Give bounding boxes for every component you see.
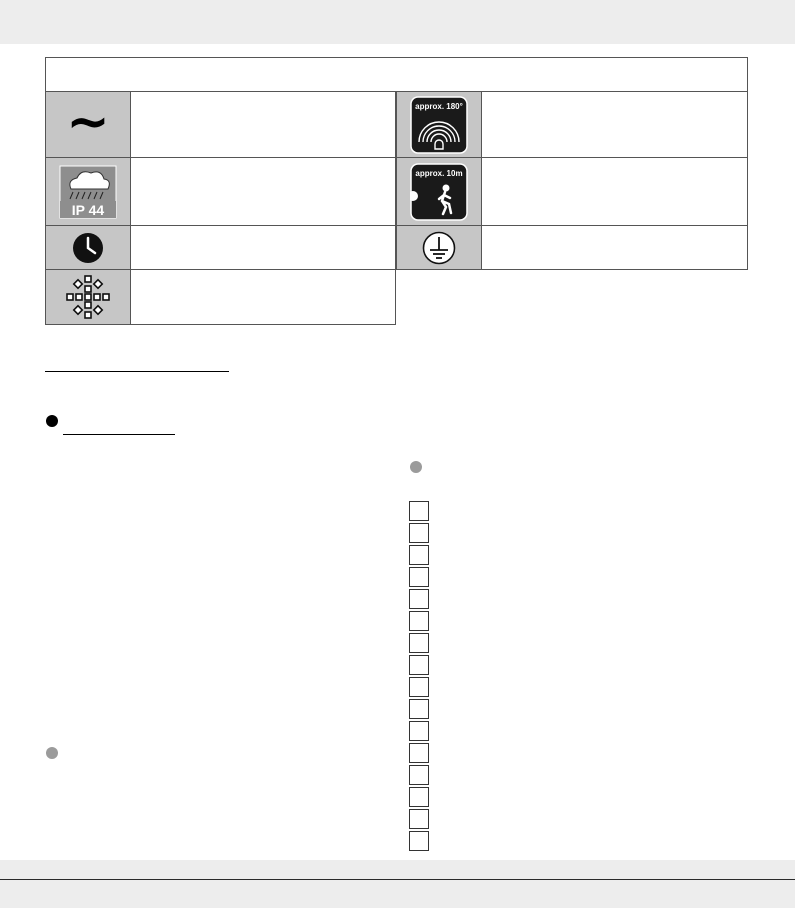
symbol-cell-angle xyxy=(396,91,482,158)
symbol-desc-earth xyxy=(481,225,748,270)
parts-list xyxy=(409,500,739,852)
part-number-box xyxy=(409,655,429,675)
page-header-band xyxy=(0,0,795,44)
symbol-desc-range xyxy=(481,157,748,226)
part-number-box xyxy=(409,523,429,543)
symbol-cell-range xyxy=(396,157,482,226)
symbol-desc-clock xyxy=(130,225,396,270)
earth-ground-icon xyxy=(422,231,456,265)
parts-list-item xyxy=(409,588,739,610)
symbol-cell-earth xyxy=(396,225,482,270)
parts-list-item xyxy=(409,720,739,742)
part-number-box xyxy=(409,831,429,851)
section-heading-underline xyxy=(45,371,229,372)
symbol-desc-ac xyxy=(130,91,396,158)
clock-icon xyxy=(72,232,104,264)
subsection-heading-underline xyxy=(63,434,175,435)
symbol-cell-clock xyxy=(45,225,131,270)
light-pattern-icon xyxy=(65,274,111,320)
parts-list-item xyxy=(409,610,739,632)
part-number-box xyxy=(409,545,429,565)
part-number-box xyxy=(409,765,429,785)
symbol-cell-ip44 xyxy=(45,157,131,226)
symbol-desc-angle xyxy=(481,91,748,158)
part-number-box xyxy=(409,721,429,741)
parts-list-item xyxy=(409,698,739,720)
detection-range-label: approx. 10m xyxy=(415,168,463,178)
symbol-table xyxy=(45,57,748,325)
parts-list-item xyxy=(409,808,739,830)
symbol-cell-pattern xyxy=(45,269,131,325)
symbol-desc-pattern xyxy=(130,269,396,325)
parts-list-item xyxy=(409,830,739,852)
info-bullet xyxy=(46,747,58,759)
parts-list-item xyxy=(409,764,739,786)
alternating-current-icon: ~ xyxy=(66,91,110,152)
part-number-box xyxy=(409,743,429,763)
part-number-box xyxy=(409,677,429,697)
parts-list-item xyxy=(409,522,739,544)
ip44-label: IP 44 xyxy=(71,201,105,218)
part-number-box xyxy=(409,567,429,587)
parts-list-item xyxy=(409,654,739,676)
part-number-box xyxy=(409,501,429,521)
page-footer-band xyxy=(0,860,795,908)
parts-list-item xyxy=(409,500,739,522)
parts-list-bullet xyxy=(410,461,422,473)
detection-angle-label: approx. 180° xyxy=(415,101,463,111)
part-number-box xyxy=(409,699,429,719)
part-number-box xyxy=(409,633,429,653)
symbol-cell-ac xyxy=(45,91,131,158)
footer-rule xyxy=(0,879,795,880)
parts-list-item xyxy=(409,676,739,698)
parts-list-item xyxy=(409,742,739,764)
part-number-box xyxy=(409,787,429,807)
parts-list-item xyxy=(409,786,739,808)
detection-range-icon xyxy=(410,163,468,221)
part-number-box xyxy=(409,611,429,631)
subsection-bullet xyxy=(46,415,58,427)
part-number-box xyxy=(409,589,429,609)
symbol-table-header xyxy=(45,57,748,92)
symbol-desc-ip44 xyxy=(130,157,396,226)
parts-list-item xyxy=(409,544,739,566)
part-number-box xyxy=(409,809,429,829)
detection-angle-icon xyxy=(410,96,468,154)
parts-list-item xyxy=(409,632,739,654)
parts-list-item xyxy=(409,566,739,588)
ip44-rain-icon xyxy=(59,165,117,219)
